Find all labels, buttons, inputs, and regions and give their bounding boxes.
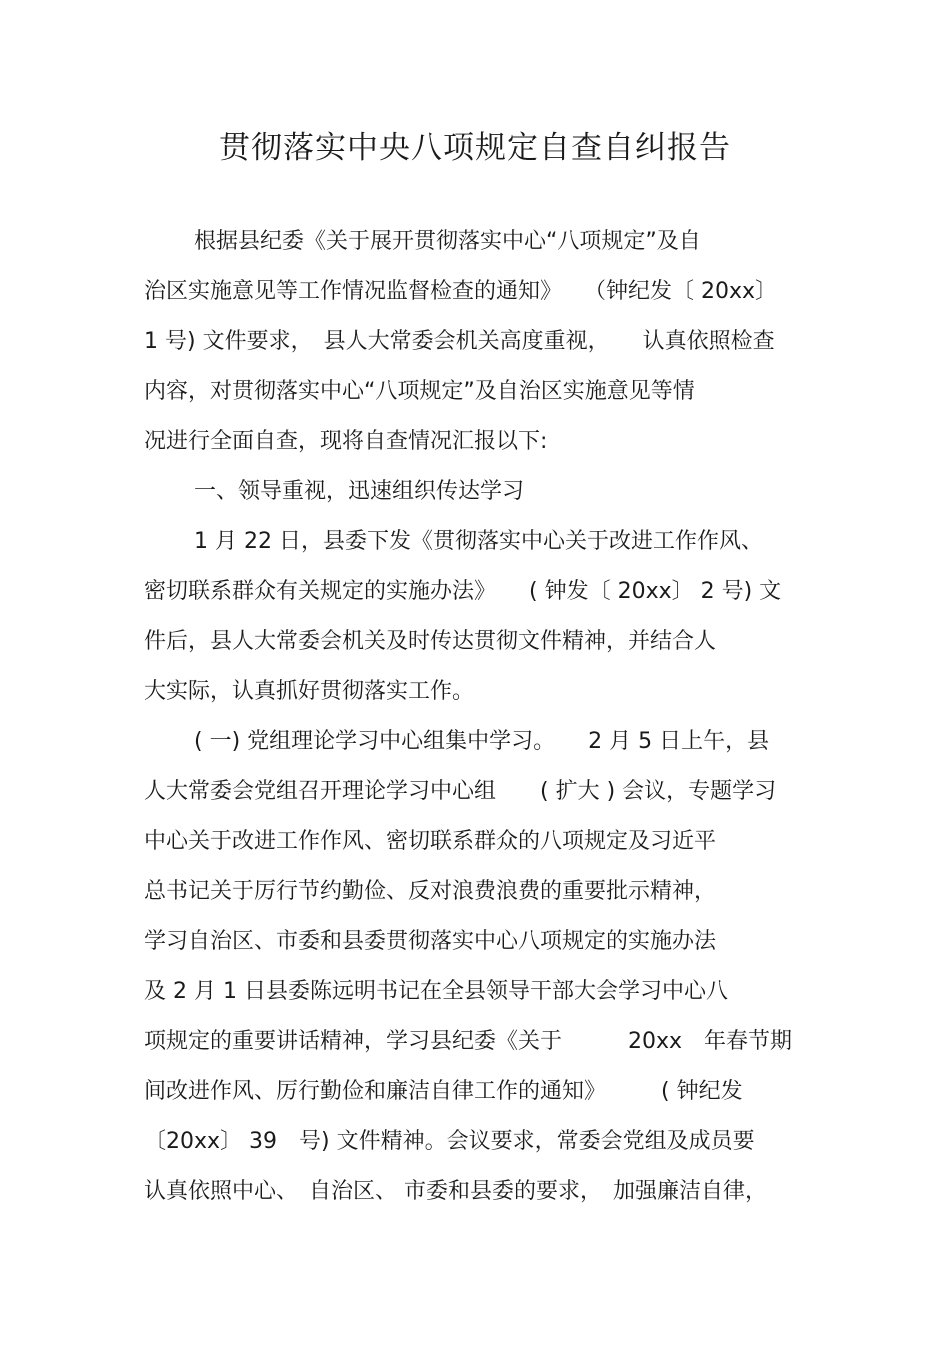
paragraph-line: 一、领导重视，迅速组织传达学习 [194,479,525,504]
paragraph-line: 项规定的重要讲话精神，学习县纪委《关于 20xx 年春节期 [144,1029,793,1054]
paragraph-line: 密切联系群众有关规定的实施办法》 ( 钟发〔 20xx〕 2 号) 文 [144,579,782,604]
document-body [144,223,814,1223]
paragraph-line: 学习自治区、市委和县委贯彻落实中心八项规定的实施办法 [144,929,717,954]
paragraph-line: 1 月 22 日，县委下发《贯彻落实中心关于改进工作作风、 [194,529,763,554]
paragraph-line: 认真依照中心、 自治区、 市委和县委的要求， 加强廉洁自律， [144,1179,767,1204]
paragraph-line: ( 一) 党组理论学习中心组集中学习。 2 月 5 日上午，县 [194,729,770,754]
paragraph-line: 根据县纪委《关于展开贯彻落实中心“八项规定”及自 [194,229,701,254]
document-title: 贯彻落实中央八项规定自查自纠报告 [219,130,731,166]
paragraph-line: 大实际，认真抓好贯彻落实工作。 [144,679,475,704]
paragraph-line: 件后，县人大常委会机关及时传达贯彻文件精神，并结合人 [144,629,717,654]
paragraph-line: 况进行全面自查，现将自查情况汇报以下: [144,429,548,454]
paragraph-line: 及 2 月 1 日县委陈远明书记在全县领导干部大会学习中心八 [144,979,728,1004]
paragraph-line: 间改进作风、厉行勤俭和廉洁自律工作的通知》 ( 钟纪发 [144,1079,743,1104]
paragraph-line: 总书记关于厉行节约勤俭、反对浪费浪费的重要批示精神， [144,879,717,904]
paragraph-line: 人大常委会党组召开理论学习中心组 ( 扩大 ) 会议，专题学习 [144,779,777,804]
paragraph-line: 内容，对贯彻落实中心“八项规定”及自治区实施意见等情 [144,379,695,404]
paragraph-line: 1 号) 文件要求， 县人大常委会机关高度重视， 认真依照检查 [144,329,775,354]
paragraph-line: 治区实施意见等工作情况监督检查的通知》 （钟纪发〔 20xx〕 [144,279,778,304]
paragraph-line: 〔20xx〕 39 号) 文件精神。会议要求，常委会党组及成员要 [144,1129,755,1154]
paragraph-line: 中心关于改进工作作风、密切联系群众的八项规定及习近平 [144,829,717,854]
